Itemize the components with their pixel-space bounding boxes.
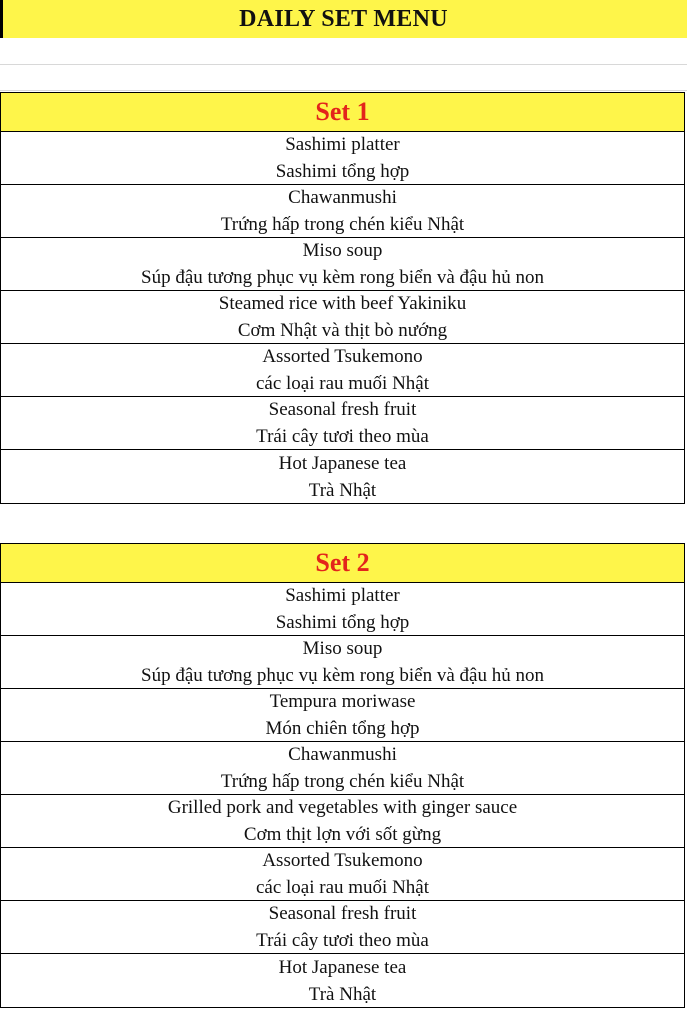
menu-item [1, 185, 684, 238]
dish-name-vi: Trà Nhật [308, 479, 377, 501]
dish-name-en: Assorted Tsukemono [262, 850, 423, 871]
menu-item [1, 954, 684, 1007]
dish-name-vi: Trái cây tươi theo mùa [256, 426, 429, 447]
menu-item [1, 238, 684, 291]
dish-name-en: Assorted Tsukemono [262, 346, 423, 367]
dish-name-en: Hot Japanese tea [278, 452, 407, 474]
menu-item [1, 901, 684, 954]
dish-name-vi: các loại rau muối Nhật [255, 877, 430, 898]
dish-name-vi: Trái cây tươi theo mùa [256, 930, 429, 951]
dish-name-en: Tempura moriwase [269, 691, 416, 712]
set-1-title: Set 1 [1, 93, 684, 132]
menu-item [1, 450, 684, 503]
dish-name-en: Sashimi platter [285, 134, 400, 155]
dish-name-vi: Món chiên tổng hợp [265, 718, 420, 739]
menu-item [1, 344, 684, 397]
dish-name-vi: các loại rau muối Nhật [255, 373, 430, 394]
set-1-table [0, 92, 685, 504]
menu-item [1, 291, 684, 344]
dish-name-vi: Sashimi tổng hợp [275, 612, 410, 633]
set-2-table [0, 543, 685, 1008]
dish-name-vi: Sashimi tổng hợp [275, 161, 410, 182]
menu-item [1, 132, 684, 185]
divider [0, 90, 687, 91]
dish-name-en: Hot Japanese tea [278, 956, 407, 978]
dish-name-en: Chawanmushi [288, 187, 397, 208]
dish-name-vi: Súp đậu tương phục vụ kèm rong biển và đậu hủ non [141, 665, 544, 686]
dish-name-vi: Trứng hấp trong chén kiểu Nhật [220, 214, 465, 235]
dish-name-vi: Cơm thịt lợn với sốt gừng [243, 824, 442, 845]
divider [0, 64, 687, 65]
dish-name-en: Miso soup [302, 240, 383, 261]
dish-name-en: Seasonal fresh fruit [268, 903, 417, 924]
dish-name-en: Steamed rice with beef Yakiniku [218, 293, 467, 314]
menu-item [1, 848, 684, 901]
menu-title: DAILY SET MENU [0, 0, 687, 38]
dish-name-vi: Súp đậu tương phục vụ kèm rong biển và đậu hủ non [141, 267, 544, 288]
set-2-title: Set 2 [1, 544, 684, 583]
dish-name-en: Chawanmushi [288, 744, 397, 765]
menu-item [1, 742, 684, 795]
dish-name-en: Sashimi platter [285, 585, 400, 606]
menu-item [1, 689, 684, 742]
menu-item [1, 583, 684, 636]
menu-item [1, 397, 684, 450]
dish-name-en: Grilled pork and vegetables with ginger sauce [167, 797, 518, 818]
dish-name-vi: Cơm Nhật và thịt bò nướng [237, 320, 448, 341]
dish-name-vi: Trà Nhật [308, 983, 377, 1005]
dish-name-vi: Trứng hấp trong chén kiểu Nhật [220, 771, 465, 792]
menu-item [1, 795, 684, 848]
dish-name-en: Miso soup [302, 638, 383, 659]
dish-name-en: Seasonal fresh fruit [268, 399, 417, 420]
menu-item [1, 636, 684, 689]
